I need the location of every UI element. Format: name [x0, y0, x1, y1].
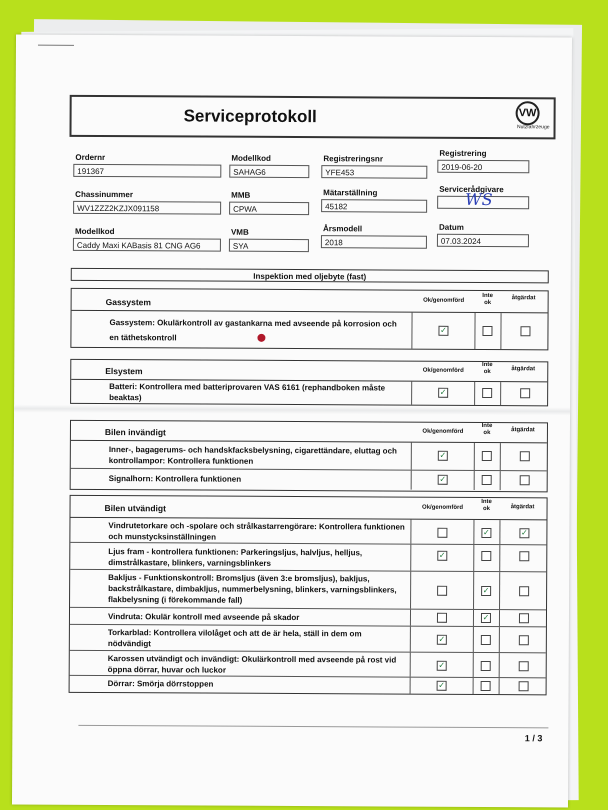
datum-field: 07.03.2024	[437, 234, 529, 247]
checkbox-inte-ok[interactable]	[482, 475, 492, 485]
checkbox-inte-ok[interactable]	[482, 451, 492, 461]
checkbox-ok[interactable]	[437, 613, 447, 623]
checkbox-ok[interactable]: ✓	[439, 450, 447, 460]
inspection-banner: Inspektion med oljebyte (fast)	[71, 268, 549, 284]
checkbox-atgardat[interactable]	[519, 635, 529, 645]
checkbox-inte-ok[interactable]: ✓	[483, 528, 490, 538]
row-text: Signalhorn: Kontrollera funktionen	[108, 474, 242, 484]
col-atgardat: åtgärdat	[510, 504, 535, 511]
checkbox-inte-ok[interactable]: ✓	[482, 586, 490, 596]
page-title: Serviceprotokoll	[183, 106, 317, 127]
chassinummer-label: Chassinummer	[75, 189, 134, 200]
table-row	[70, 625, 546, 653]
table-row	[71, 311, 547, 349]
registreringsnr-field: YFE453	[321, 165, 427, 179]
row-text: Gassystem: Okulärkontroll av gastankarna med avseende på korrosion och en täthetskontroll	[109, 318, 397, 343]
section-elsystem	[70, 359, 548, 407]
mmb-label: MMB	[231, 190, 251, 200]
section-header	[71, 421, 547, 443]
checkbox-atgardat[interactable]	[519, 681, 529, 691]
col-ok: Ok/genomförd	[422, 428, 464, 435]
checkbox-ok[interactable]: ✓	[440, 325, 447, 335]
top-hairline	[38, 45, 74, 46]
checkbox-ok[interactable]: ✓	[439, 387, 447, 397]
registrering-field: 2019-06-20	[437, 160, 529, 173]
checkbox-ok[interactable]: ✓	[438, 550, 446, 560]
checkbox-inte-ok[interactable]	[482, 326, 492, 336]
col-ok: Ok/genomförd	[423, 297, 465, 304]
row-text: Karossen utvändigt och invändigt: Okulärkontroll med avseende på rost vid öppna dörrar, huvar och luckor	[107, 654, 397, 675]
checkbox-ok[interactable]: ✓	[438, 634, 446, 644]
section-bilen-invandigt	[70, 420, 548, 493]
arsmodell-label: Årsmodell	[322, 224, 363, 234]
section-header	[72, 289, 548, 313]
section-title: Gassystem	[105, 297, 152, 308]
matarstallning-field: 45182	[321, 199, 427, 213]
section-title: Elsystem	[105, 366, 143, 377]
checkbox-atgardat[interactable]	[520, 475, 530, 485]
row-text: Vindrutetorkare och -spolare och strålkastarrengörare: Kontrollera funktionen och munstycksinställningen	[108, 521, 405, 542]
table-row	[71, 380, 547, 405]
registreringsnr-label: Registreringsnr	[323, 154, 383, 164]
row-text: Ljus fram - kontrollera funktionen: Parkeringsljus, halvljus, helljus, dimstrålkastare, blinkers, varningsblinkers	[108, 547, 363, 568]
checkbox-atgardat[interactable]	[520, 451, 530, 461]
section-gassystem	[70, 288, 548, 351]
col-inte-ok: Inte ok	[481, 498, 492, 513]
chassinummer-field: WV1ZZZ2KZJX091158	[73, 201, 221, 215]
col-ok: Ok/genomförd	[422, 504, 464, 511]
page-indicator: 1 / 3	[524, 733, 543, 744]
row-text: Bakljus - Funktionskontroll: Bromsljus (även 3:e bromsljus), bakljus, backstrålkastare, dimbakljus, nummerbelysning, blinkers, varningsblinkers, flakbelysning (i förekommande fall)	[108, 573, 397, 605]
checkbox-ok[interactable]: ✓	[438, 680, 445, 690]
table-row	[70, 543, 546, 572]
servicerad-label: Servicerådgivare	[439, 184, 504, 195]
table-row	[71, 469, 547, 490]
section-header	[70, 496, 546, 520]
table-row	[70, 676, 546, 694]
ordernr-field: 191367	[73, 164, 221, 178]
paper-fold	[14, 405, 570, 416]
checkbox-atgardat[interactable]	[519, 613, 529, 623]
modellkod-field: SAHAG6	[229, 165, 309, 178]
table-row	[70, 570, 546, 610]
checkbox-ok[interactable]	[437, 528, 447, 538]
mmb-field: CPWA	[229, 202, 309, 215]
registrering-label: Registrering	[439, 148, 487, 159]
checkbox-inte-ok[interactable]	[481, 551, 491, 561]
col-inte-ok: Inte ok	[482, 292, 494, 307]
signature: WS	[465, 189, 493, 210]
service-protocol-page	[12, 35, 572, 808]
row-text: Torkarblad: Kontrollera vilolåget och att de är hela, ställ in dem om nödvändigt	[107, 628, 362, 649]
row-text: Batteri: Kontrollera med batteriprovaren VAS 6161 (rephandboken måste beaktas)	[109, 382, 386, 403]
matarstallning-label: Mätarställning	[323, 188, 378, 198]
modellkod-label: Modellkod	[231, 153, 271, 163]
vmb-field: SYA	[229, 239, 309, 252]
col-atgardat: åtgärdat	[511, 427, 535, 434]
arsmodell-field: 2018	[321, 235, 427, 249]
col-atgardat: åtgärdat	[511, 295, 536, 302]
section-bilen-utvandigt	[69, 495, 548, 696]
checkbox-atgardat[interactable]	[519, 586, 529, 596]
checkbox-atgardat[interactable]	[519, 661, 529, 671]
checkbox-atgardat[interactable]	[519, 551, 529, 561]
checkbox-inte-ok[interactable]	[481, 661, 491, 671]
logo-subtext: Nutzfahrzeuge	[516, 124, 550, 131]
row-text: Inner-, bagagerums- och handskfacksbelysning, cigarettändare, eluttag och kontrollampor: Kontrollera funktionen	[108, 445, 397, 466]
table-row	[70, 651, 546, 678]
checkbox-ok[interactable]	[437, 586, 447, 596]
checkbox-inte-ok[interactable]	[481, 681, 491, 691]
modellkod2-field: Caddy Maxi KABasis 81 CNG AG6	[73, 238, 221, 252]
col-inte-ok: Inte ok	[481, 422, 493, 437]
checkbox-atgardat[interactable]	[520, 388, 530, 398]
table-row	[70, 518, 546, 545]
row-text: Vindruta: Okulär kontroll med avseende på skador	[107, 612, 300, 623]
checkbox-ok[interactable]: ✓	[439, 474, 447, 484]
footer-line	[78, 725, 548, 728]
section-title: Bilen utvändigt	[104, 503, 166, 514]
checkbox-inte-ok[interactable]	[482, 388, 492, 398]
section-header	[71, 360, 547, 382]
checkbox-atgardat[interactable]: ✓	[521, 528, 528, 538]
checkbox-inte-ok[interactable]: ✓	[482, 613, 490, 623]
datum-label: Datum	[438, 222, 464, 232]
checkbox-inte-ok[interactable]	[481, 635, 491, 645]
section-title: Bilen invändigt	[104, 427, 166, 438]
table-row	[71, 441, 547, 471]
checkbox-ok[interactable]: ✓	[438, 660, 446, 670]
title-box	[69, 95, 555, 140]
modellkod2-label: Modellkod	[74, 226, 115, 237]
vw-logo-icon: VW	[516, 101, 540, 125]
col-ok: Ok/genomförd	[422, 367, 464, 374]
vmb-label: VMB	[230, 227, 249, 237]
col-inte-ok: Inte ok	[481, 361, 493, 376]
ordernr-label: Ordernr	[75, 152, 106, 163]
row-text: Dörrar: Smörja dörrstoppen	[107, 679, 214, 689]
red-mark	[257, 334, 265, 342]
checkbox-atgardat[interactable]	[520, 326, 530, 336]
col-atgardat: åtgärdat	[511, 366, 536, 373]
